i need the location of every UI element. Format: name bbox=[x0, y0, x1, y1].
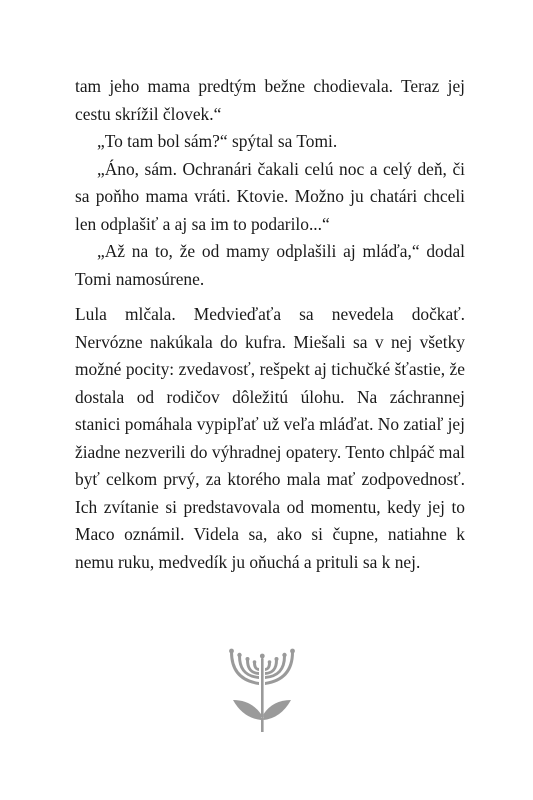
paragraph-1: tam jeho mama predtým bežne chodievala. Teraz jej cestu skrížil človek.“ bbox=[75, 76, 465, 124]
plant-ornament-icon bbox=[225, 648, 299, 734]
paragraph-3: „Áno, sám. Ochranári čakali celú noc a celý deň, či sa poňho mama vráti. Ktovie. Možno ju chatári chceli len odplašiť a aj sa im to podarilo...“ bbox=[75, 158, 465, 234]
page-body-text bbox=[75, 73, 465, 576]
paragraph-2: „To tam bol sám?“ spýtal sa Tomi. bbox=[97, 131, 338, 151]
paragraph-4: „Až na to, že od mamy odplašili aj mláďa,“ dodal Tomi namosúrene. bbox=[75, 241, 465, 289]
paragraph-5: Lula mlčala. Medvieďaťa sa nevedela dočkať. Nervózne nakúkala do kufra. Miešali sa v nej všetky možné pocity: zvedavosť, rešpekt aj tichučké šťastie, že dostala od rodičov dôležitú úlohu. Na záchrannej stanici pomáhala vypipľať už veľa mláďat. No zatiaľ jej žiadne nezverili do výhradnej opatery. Tento chlpáč mal byť celkom prvý, za ktorého mala mať zodpovednosť. Ich zvítanie si predstavovala od momentu, kedy jej to Maco oznámil. Videla sa, ako si čupne, natiahne k nemu ruku, medvedík ju oňuchá a prituli sa k nej. bbox=[75, 304, 465, 572]
